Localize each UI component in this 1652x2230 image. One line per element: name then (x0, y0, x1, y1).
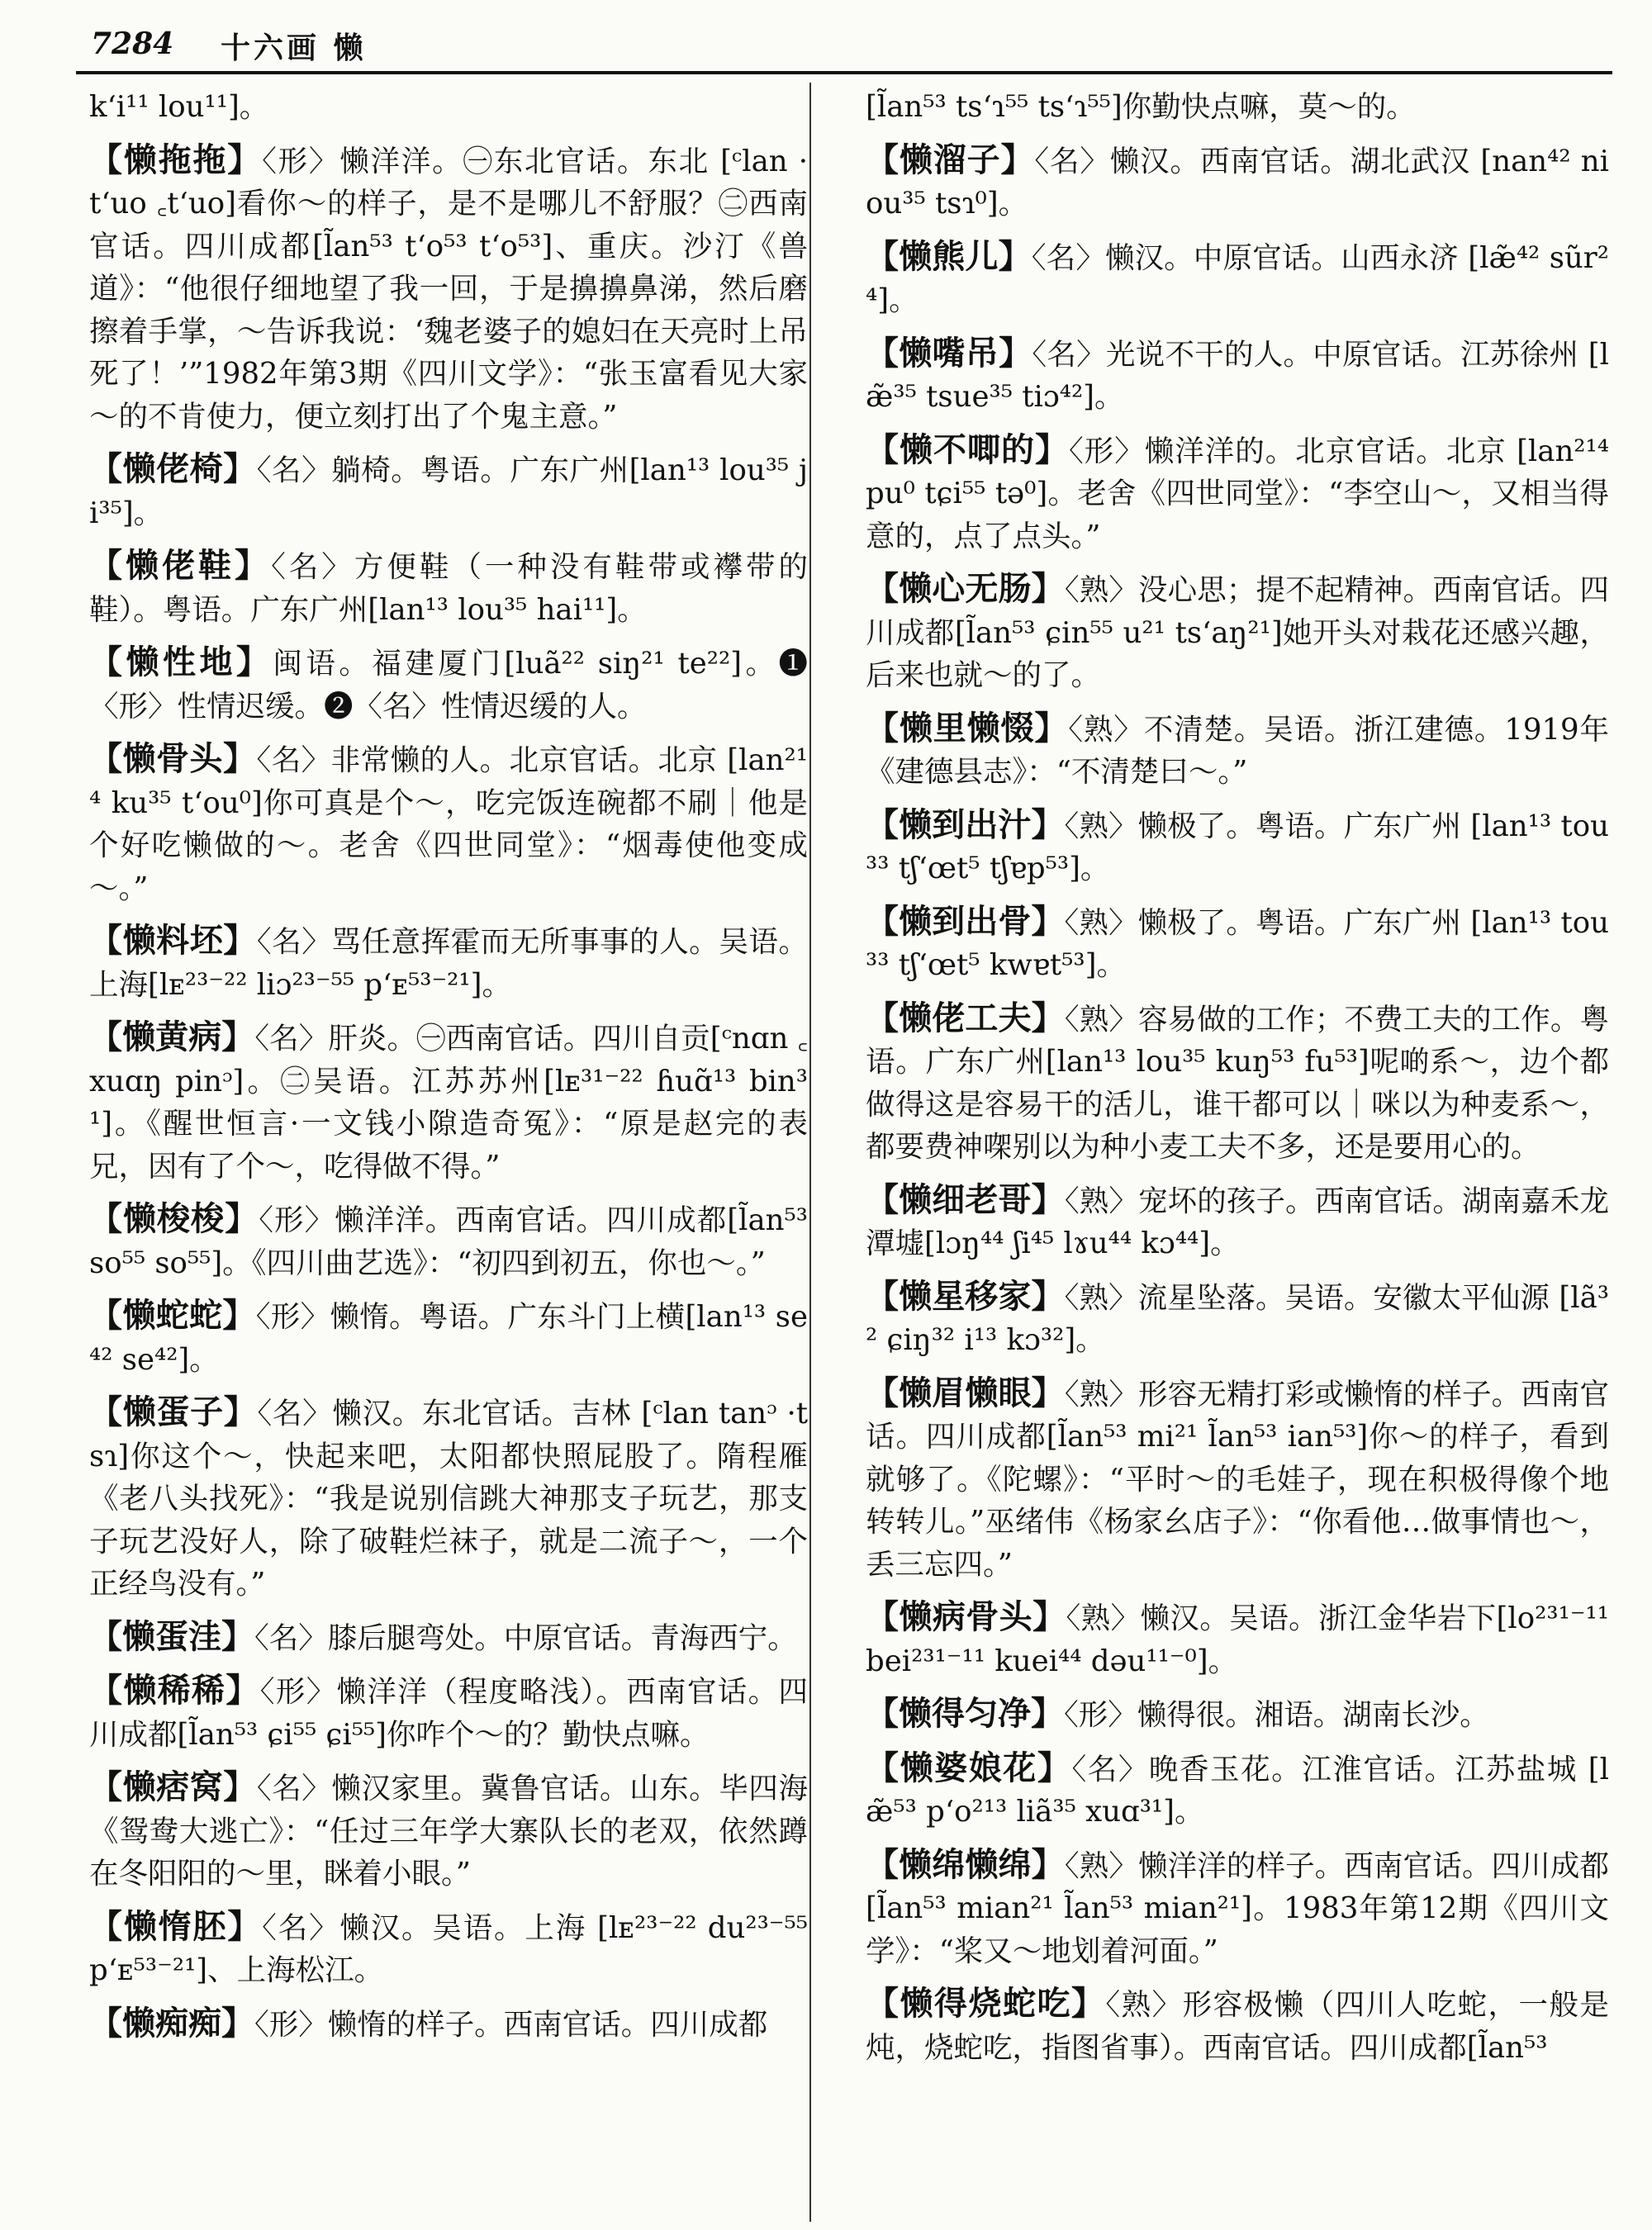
entry-headword: 【懒佬椅】 (89, 449, 257, 488)
dictionary-entry (866, 1692, 1609, 1737)
entry-headword: 【懒料坯】 (89, 921, 257, 960)
dictionary-entry (89, 1198, 808, 1284)
entry-text: 〈形〉懒洋洋。西南官话。四川成都[l̃an⁵³ so⁵⁵ so⁵⁵]。《四川曲艺选》：“初四到初五，你也～。” (89, 1203, 808, 1280)
dictionary-entry (866, 1179, 1609, 1265)
dictionary-entry (866, 332, 1609, 419)
entry-headword: 【懒稀稀】 (89, 1671, 260, 1710)
entry-text: 〈熟〉懒洋洋的样子。西南官话。四川成都[l̃an⁵³ mian²¹ l̃an⁵³ mian²¹]。1983年第12期《四川文学》：“桨又～地划着河面。” (866, 1848, 1609, 1968)
entry-text: 〈熟〉容易做的工作；不费工夫的工作。粤语。广东广州[lan¹³ lou³⁵ kuŋ⁵³ fu⁵³]呢啲系～，边个都做得这是容易干的活儿，谁干都可以｜咪以为种麦系～，都要费神㗎别以为种小麦工夫不多，还是要用心的。 (866, 1002, 1609, 1164)
entry-headword: 【懒性地】 (89, 643, 273, 681)
entry-headword: 【懒嘴吊】 (866, 333, 1032, 372)
right-column (866, 84, 1609, 2230)
entry-text: 〈名〉懒汉。西南官话。湖北武汉 [nan⁴² niou³⁵ tsɿ⁰]。 (866, 144, 1609, 221)
dictionary-entry (866, 997, 1609, 1169)
entry-headword: 【懒得匀净】 (866, 1694, 1064, 1733)
dictionary-entry (866, 1372, 1609, 1587)
entry-text: 〈名〉方便鞋（一种没有鞋带或襻带的鞋）。粤语。广东广州[lan¹³ lou³⁵ hai¹¹]。 (89, 550, 808, 627)
dictionary-entry (89, 448, 808, 534)
entry-headword: 【懒星移家】 (866, 1276, 1065, 1316)
entry-text: k‘i¹¹ lou¹¹]。 (89, 90, 269, 124)
dictionary-entry (89, 919, 808, 1006)
dictionary-entry (866, 900, 1609, 987)
entry-headword: 【懒心无肠】 (866, 569, 1065, 608)
dictionary-entry (866, 1982, 1609, 2069)
dictionary-entry (866, 139, 1609, 225)
entry-text: 〈形〉懒洋洋的。北京官话。北京 [lan²¹⁴ pu⁰ tɕi⁵⁵ tə⁰]。老舍《四世同堂》：“李空山～，又相当得意的，点了点头。” (866, 434, 1609, 553)
entry-headword: 【懒梭梭】 (89, 1199, 259, 1238)
entry-text: 〈名〉懒汉。东北官话。吉林 [ᶜlan tanᵓ ·tsɿ]你这个～，快起来吧，太阳都快照屁股了。隋程雁《老八头找死》：“我是说别信跳大神那支子玩艺，那支子玩艺没好人，除了破鞋烂袜子，就是二流子～，一个正经鸟没有。” (89, 1397, 808, 1601)
entry-text: 〈熟〉懒极了。粤语。广东广州 [lan¹³ tou³³ tʃ‘œt⁵ tʃɐp⁵³]。 (866, 809, 1609, 885)
entry-text: 〈名〉光说不干的人。中原官话。江苏徐州 [læ̃³⁵ tsue³⁵ tiɔ⁴²]。 (866, 337, 1609, 414)
entry-headword: 【懒眉懒眼】 (866, 1373, 1065, 1412)
entry-text: 〈形〉懒惰。粤语。广东斗门上横[lan¹³ se⁴² se⁴²]。 (89, 1300, 808, 1377)
entry-text: 〈熟〉宠坏的孩子。西南官话。湖南嘉禾龙潭墟[lɔŋ⁴⁴ ʃi⁴⁵ lɤu⁴⁴ kɔ⁴⁴]。 (866, 1184, 1609, 1260)
entry-text: 〈名〉非常懒的人。北京官话。北京 [lan²¹⁴ ku³⁵ t‘ou⁰]你可真是个～，吃完饭连碗都不刷｜他是个好吃懒做的～。老舍《四世同堂》：“烟毒使他变成～。” (89, 743, 808, 905)
entry-text: 〈形〉懒洋洋。㊀东北官话。东北 [ᶜlan ·t‘uo ꜀t‘uo]看你～的样子，是不是哪儿不舒服？㊁西南官话。四川成都[l̃an⁵³ t‘o⁵³ t‘o⁵³]、重庆。沙汀《兽道》：“他很仔细地望了我一回，于是擤擤鼻涕，然后磨擦着手掌，～告诉我说：‘魏老婆子的媳妇在天亮时上吊死了！’”1982年第3期《四川文学》：“张玉富看见大家～的不肯使力，便立刻打出了个鬼主意。” (89, 144, 808, 434)
entry-headword: 【懒病骨头】 (866, 1597, 1066, 1636)
entry-headword: 【懒骨头】 (89, 739, 257, 778)
entry-text: 〈熟〉形容无精打彩或懒惰的样子。西南官话。四川成都[l̃an⁵³ mi²¹ l̃an⁵³ ian⁵³]你～的样子，看到就够了。《陀螺》：“平时～的毛娃子，现在积极得像个地转转儿。”巫绪伟《杨家幺店子》：“你看他…做事情也～，丢三忘四。” (866, 1377, 1609, 1582)
dictionary-entry (89, 641, 808, 728)
running-title: 十六画 懒 (221, 31, 367, 65)
entry-headword: 【懒不唧的】 (866, 429, 1070, 469)
entry-text: 〈名〉晚香玉花。江淮官话。江苏盐城 [læ̃⁵³ p‘o²¹³ liã³⁵ xuɑ³¹]。 (866, 1752, 1609, 1829)
dictionary-entry (866, 1596, 1609, 1682)
entry-headword: 【懒蛋子】 (89, 1393, 258, 1431)
entry-headword: 【懒到出骨】 (866, 901, 1065, 941)
entry-headword: 【懒佬工夫】 (866, 998, 1065, 1037)
entry-text: 〈熟〉懒汉。吴语。浙江金华岩下[lo²³¹⁻¹¹ bei²³¹⁻¹¹ kuei⁴⁴ dəu¹¹⁻⁰]。 (866, 1601, 1609, 1678)
dictionary-entry (866, 1843, 1609, 1973)
dictionary-entry (866, 84, 1609, 129)
dictionary-entry (89, 1669, 808, 1756)
entry-headword: 【懒痴痴】 (89, 2003, 254, 2043)
entry-headword: 【懒惰胚】 (89, 1906, 263, 1946)
dictionary-entry (89, 738, 808, 909)
entry-headword: 【懒黄病】 (89, 1018, 255, 1056)
entry-text: [l̃an⁵³ ts‘ɿ⁵⁵ ts‘ɿ⁵⁵]你勤快点嘛，莫～的。 (866, 90, 1416, 124)
entry-headword: 【懒蛋洼】 (89, 1616, 254, 1656)
entry-text: 〈熟〉形容极懒（四川人吃蛇，一般是炖，烧蛇吃，指图省事）。西南官话。四川成都[l̃an⁵³ (866, 1988, 1609, 2065)
entry-headword: 【懒绵懒绵】 (866, 1844, 1065, 1884)
dictionary-entry (89, 1905, 808, 1992)
entry-text: 〈名〉躺椅。粤语。广东广州[lan¹³ lou³⁵ ji³⁵]。 (89, 453, 808, 530)
left-column (89, 84, 808, 2230)
entry-headword: 【懒细老哥】 (866, 1179, 1065, 1219)
entry-headword: 【懒熊儿】 (866, 236, 1032, 276)
entry-headword: 【懒拖拖】 (89, 140, 263, 179)
entry-text: 〈形〉懒得很。湘语。湖南长沙。 (1064, 1698, 1489, 1732)
entry-headword: 【懒里懒惙】 (866, 708, 1069, 747)
dictionary-entry (89, 1391, 808, 1606)
entry-text: 〈名〉懒汉。吴语。上海 [lᴇ²³⁻²² du²³⁻⁵⁵ p‘ᴇ⁵³⁻²¹]、上海松江。 (89, 1910, 808, 1987)
entry-headword: 【懒婆娘花】 (866, 1748, 1072, 1787)
entry-text: 〈名〉懒汉家里。冀鲁官话。山东。毕四海《鸳鸯大逃亡》：“任过三年学大寨队长的老双，依然蹲在冬阳阳的～里，眯着小眼。” (89, 1772, 808, 1891)
dictionary-entry (89, 2002, 808, 2047)
dictionary-entry (89, 1016, 808, 1188)
entry-text: 〈熟〉没心思；提不起精神。西南官话。四川成都[l̃an⁵³ ɕin⁵⁵ u²¹ ts‘aŋ²¹]她开头对栽花还感兴趣，后来也就～的了。 (866, 573, 1609, 692)
entry-text: 〈形〉懒惰的样子。西南官话。四川成都 (254, 2007, 768, 2042)
entry-text: 〈名〉懒汉。中原官话。山西永济 [læ̃⁴² sũr²⁴]。 (866, 240, 1609, 317)
entry-text: 〈名〉膝后腿弯处。中原官话。青海西宁。 (254, 1620, 797, 1655)
dictionary-entry (866, 804, 1609, 890)
entry-headword: 【懒佬鞋】 (89, 546, 272, 585)
entry-text: 闽语。福建厦门[luã²² siŋ²¹ te²²]。❶〈形〉性情迟缓。❷〈名〉性情迟缓的人。 (89, 647, 808, 724)
entry-text: 〈熟〉懒极了。粤语。广东广州 [lan¹³ tou³³ tʃ‘œt⁵ kwɐt⁵³]。 (866, 905, 1609, 982)
page-number: 7284 (91, 26, 174, 61)
dictionary-entry (89, 139, 808, 439)
entry-text: 〈名〉骂任意挥霍而无所事事的人。吴语。上海[lᴇ²³⁻²² liɔ²³⁻⁵⁵ p‘ᴇ⁵³⁻²¹]。 (89, 925, 808, 1002)
dictionary-entry (866, 1747, 1609, 1834)
entry-text: 〈熟〉流星坠落。吴语。安徽太平仙源 [lã³² ɕiŋ³² i¹³ kɔ³²]。 (866, 1280, 1609, 1357)
page-header (76, 20, 1612, 74)
dictionary-entry (866, 429, 1609, 558)
entry-text: 〈熟〉不清楚。吴语。浙江建德。1919年《建德县志》：“不清楚曰～。” (866, 712, 1609, 789)
dictionary-entry (866, 1275, 1609, 1362)
dictionary-entry (89, 544, 808, 631)
dictionary-entry (89, 1294, 808, 1381)
entry-headword: 【懒到出汁】 (866, 804, 1065, 844)
entry-headword: 【懒蛇蛇】 (89, 1296, 256, 1335)
entry-headword: 【懒溜子】 (866, 140, 1035, 179)
dictionary-entry (866, 235, 1609, 322)
entry-text: 〈名〉肝炎。㊀西南官话。四川自贡[ᶜnɑn ꜀xuɑŋ pinᵓ]。㊁吴语。江苏苏州[lᴇ³¹⁻²² ɦuɑ̃¹³ bin³¹]。《醒世恒言·一文钱小隙造奇冤》：“原是赵完的表兄，因有了个～，吃得做不得。” (89, 1022, 808, 1184)
entry-headword: 【懒得烧蛇吃】 (866, 1984, 1106, 2023)
dictionary-entry (89, 1616, 808, 1660)
dictionary-entry (89, 1766, 808, 1896)
column-divider (809, 83, 811, 2222)
entry-headword: 【懒痞窝】 (89, 1767, 257, 1806)
dictionary-entry (866, 707, 1609, 794)
dictionary-entry (866, 567, 1609, 697)
entry-text: 〈形〉懒洋洋（程度略浅）。西南官话。四川成都[l̃an⁵³ ɕi⁵⁵ ɕi⁵⁵]你咋个～的？勤快点嘛。 (89, 1675, 808, 1752)
dictionary-entry (89, 84, 808, 129)
